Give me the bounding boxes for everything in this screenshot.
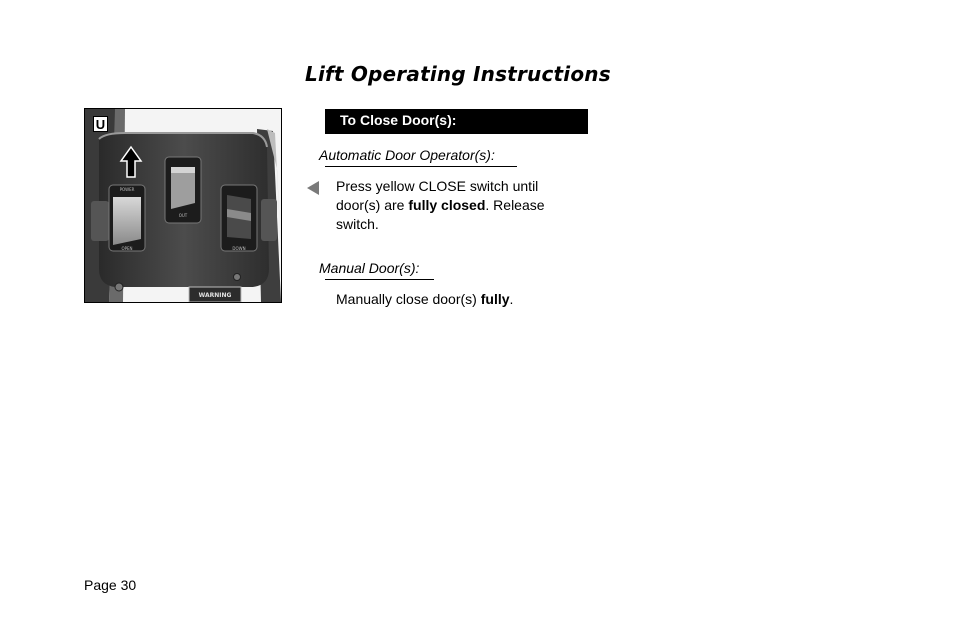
svg-text:OPEN: OPEN xyxy=(121,246,133,251)
automatic-heading-underline xyxy=(325,166,517,167)
section-heading: To Close Door(s): xyxy=(325,109,588,134)
page-number: Page 30 xyxy=(84,577,137,593)
manual-door-instructions: Manually close door(s) fully. xyxy=(336,291,514,307)
page-title: Lift Operating Instructions xyxy=(305,62,611,86)
automatic-door-instructions: Press yellow CLOSE switch until door(s) are fully closed. Release switch. xyxy=(336,178,545,232)
svg-text:OUT: OUT xyxy=(178,213,188,218)
svg-text:DOWN: DOWN xyxy=(232,246,246,251)
manual-door-heading: Manual Door(s): xyxy=(319,260,420,276)
manual-heading-underline xyxy=(325,279,434,280)
svg-text:WARNING: WARNING xyxy=(198,292,232,299)
figure-label: U xyxy=(93,116,108,132)
left-triangle-icon xyxy=(307,181,319,195)
automatic-door-heading: Automatic Door Operator(s): xyxy=(319,147,495,163)
control-panel-photo xyxy=(84,108,282,303)
svg-text:POWER: POWER xyxy=(119,187,135,192)
